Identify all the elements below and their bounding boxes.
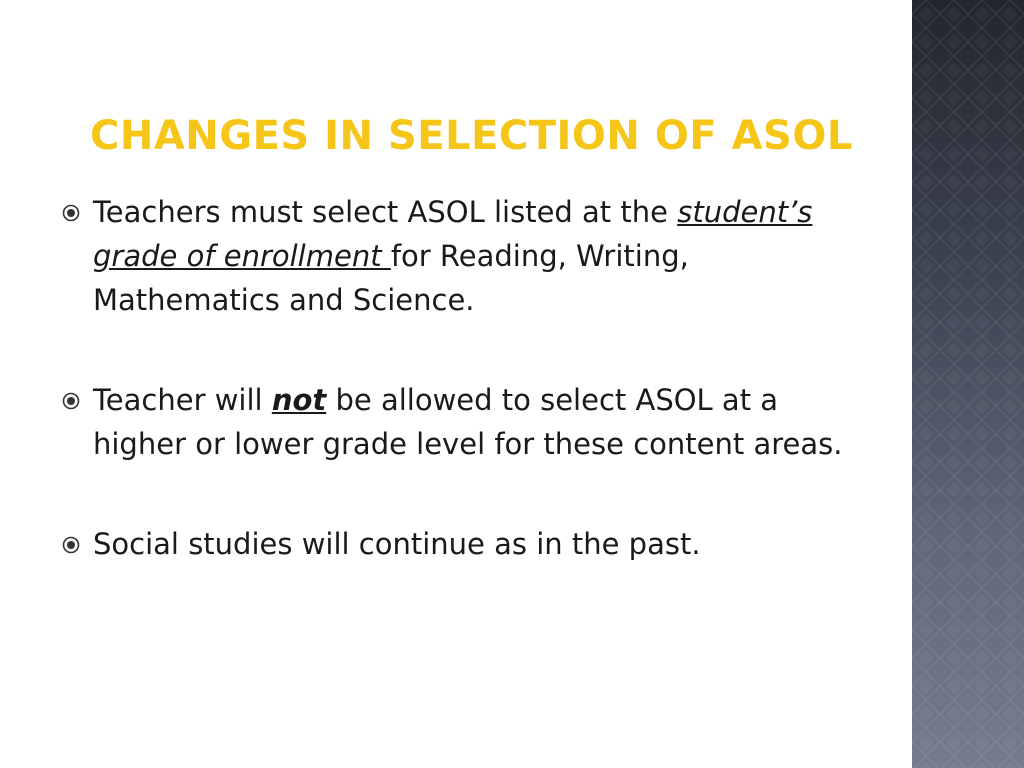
bullet-text: for Reading, Writing, Mathematics and Science.: [93, 239, 689, 317]
bullet-item: [62, 522, 862, 566]
bullet-text: Teachers must select ASOL listed at the: [93, 195, 678, 229]
diamond-pattern: [912, 0, 1024, 768]
decorative-side-panel: [912, 0, 1024, 768]
bullet-list: [62, 190, 862, 566]
emphasized-word: not: [271, 383, 327, 417]
bullet-text: be allowed to select ASOL at a higher or lower grade level for these content areas.: [93, 383, 843, 461]
bullet-text: Social studies will continue as in the past.: [93, 527, 701, 561]
circled-dot-bullet-icon: [62, 392, 80, 410]
bullet-text: Teacher will: [93, 383, 272, 417]
emphasized-phrase: student’s grade of enrollment: [93, 195, 813, 273]
bullet-item: [62, 190, 862, 322]
circled-dot-bullet-icon: [62, 204, 80, 222]
bullet-item: [62, 378, 862, 466]
circled-dot-bullet-icon: [62, 536, 80, 554]
slide-title: CHANGES IN SELECTION OF ASOL: [90, 113, 853, 159]
